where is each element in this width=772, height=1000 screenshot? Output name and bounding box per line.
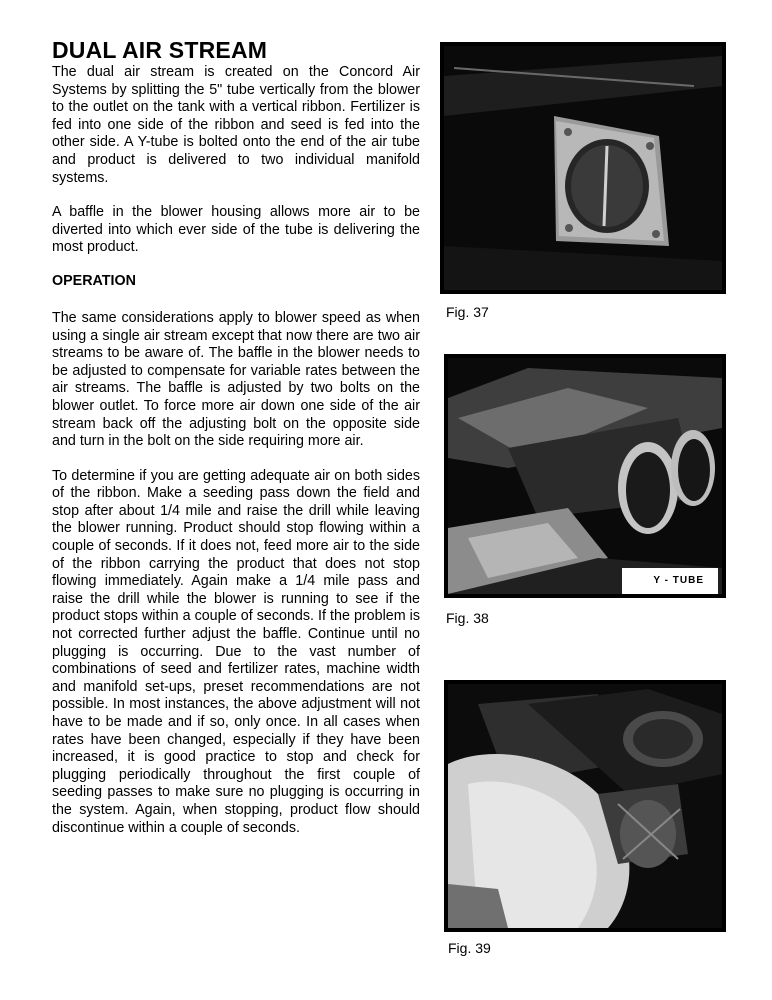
- figure-38-photo: [444, 354, 726, 598]
- manifold-image: [448, 684, 722, 928]
- operation-paragraph-2: To determine if you are getting adequate air on both sides of the ribbon. Make a seeding pass down the field and stop after about 1/4 mile and raise the drill while leaving the blower running. Product should stop flowing within a couple of seconds. If it does not, feed more air to the side of the ribbon carrying the product that does not stop flowing immediately. Again make a 1/4 mile pass and raise the drill while the blower is running to see if the product stops within a couple of seconds. If the problem is not corrected further adjust the baffle. Continue until no plugging is occurring. Due to the vast number of combinations of seed and fertilizer rates, machine width and manifold set-ups, preset recommendations are not possible. In most instances, the above adjustment will not have to be made and if so, only once. In all cases when rates have been changed, especially if they have been increased, it is good practice to stop and check for plugging periodically throughout the first couple of seeding passes to make sure no plugging is occurring in the system. Again, when stopping, product flow should discontinue within a couple of seconds.: [52, 467, 420, 836]
- intro-paragraph-2: A baffle in the blower housing allows more air to be diverted into which ever side of the tube is delivering the most product.: [52, 204, 420, 256]
- figure-39-photo: [444, 680, 726, 932]
- operation-heading: OPERATION: [52, 272, 136, 289]
- main-text-column: [52, 36, 420, 837]
- y-tube-label: Y - TUBE: [653, 575, 704, 586]
- operation-paragraph-1: The same considerations apply to blower speed as when using a single air stream except that now there are two air streams to be aware of. The baffle in the blower needs to be adjusted to compensate for variable rates between the air streams. The baffle is adjusted by two bolts on the blower outlet. To force more air down one side of the air stream back off the adjusting bolt on the opposite side and turn in the bolt on the side requiring more air.: [52, 309, 420, 450]
- figure-38-caption: Fig. 38: [446, 610, 489, 626]
- figure-37-caption: Fig. 37: [446, 304, 489, 320]
- figure-37-photo: [440, 42, 726, 294]
- blower-outlet-image: [444, 46, 722, 290]
- y-tube-image: [448, 358, 722, 594]
- figure-39-caption: Fig. 39: [448, 940, 491, 956]
- page-title: DUAL AIR STREAM: [52, 37, 268, 63]
- intro-paragraph-1: The dual air stream is created on the Concord Air Systems by splitting the 5" tube vertically from the blower to the outlet on the tank with a vertical ribbon. Fertilizer is fed into one side of the ribbon and seed is fed into the other side. A Y-tube is bolted onto the end of the air tube and product is delivered to two individual manifold systems.: [52, 64, 420, 186]
